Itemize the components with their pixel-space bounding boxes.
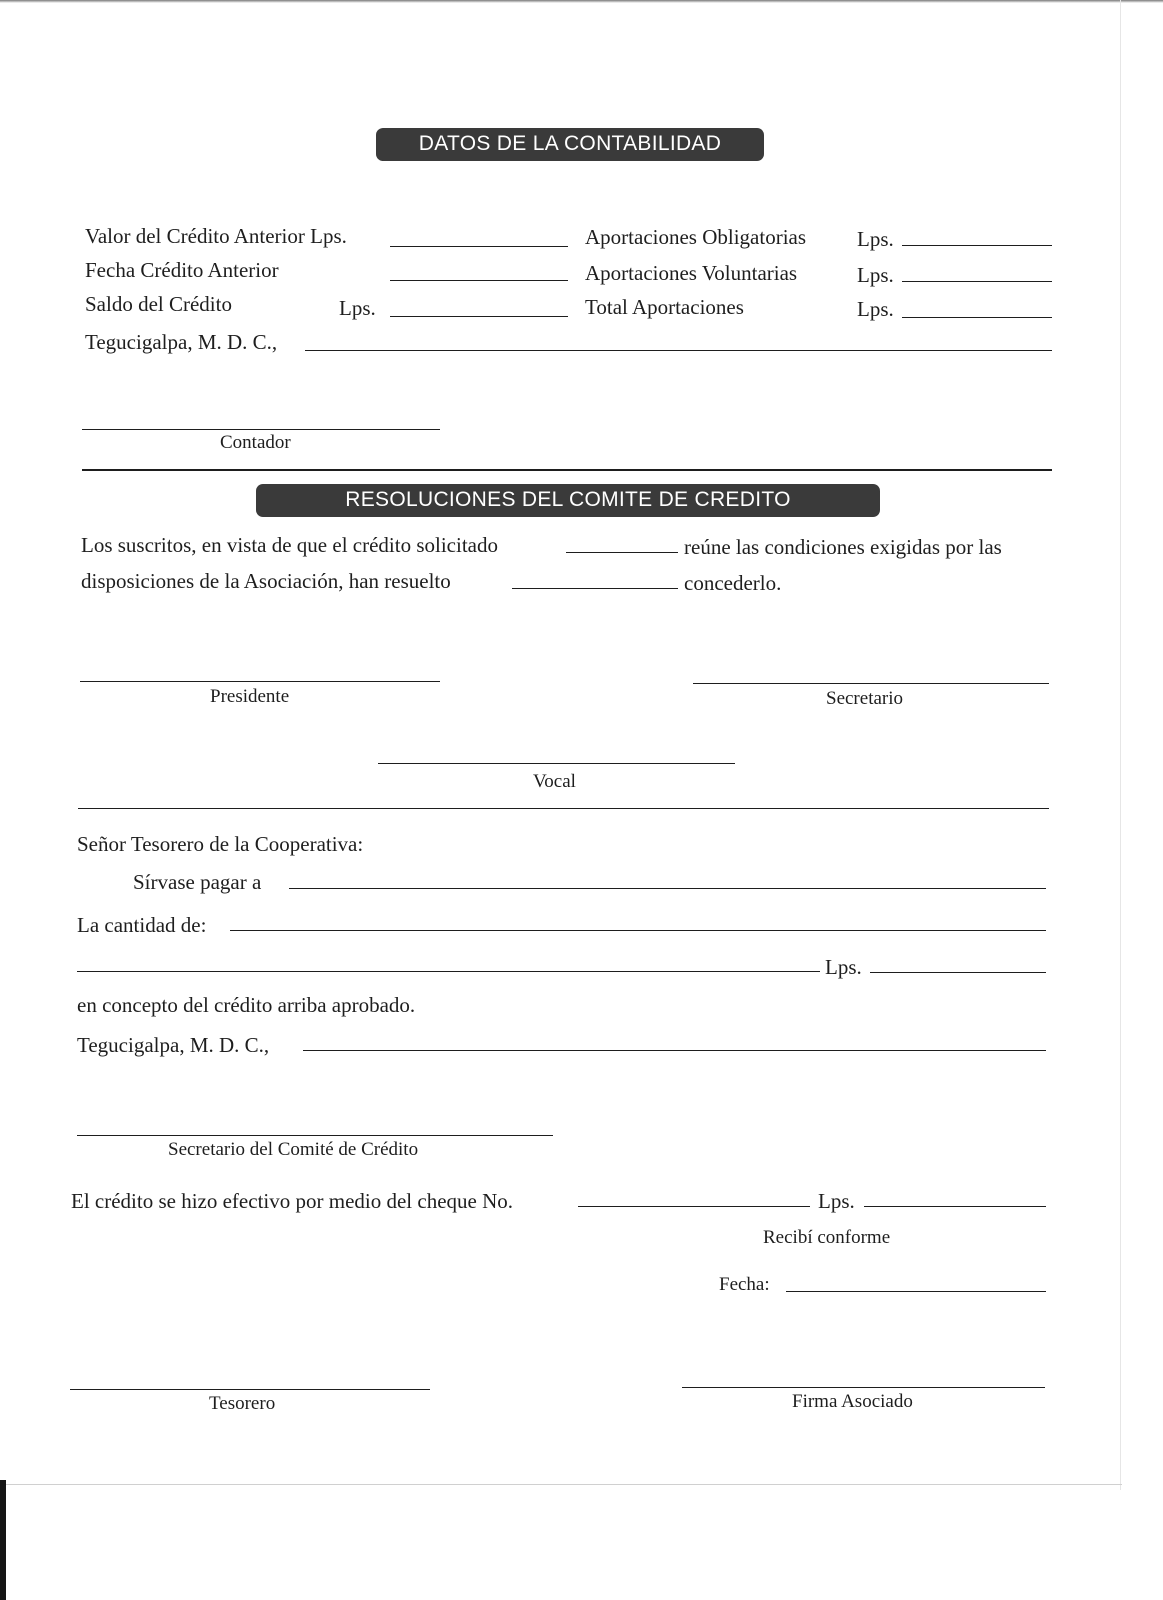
field-cheque-no[interactable] bbox=[578, 1206, 810, 1207]
caption-vocal: Vocal bbox=[533, 771, 576, 792]
label-fecha-credito-anterior: Fecha Crédito Anterior bbox=[85, 258, 279, 282]
text-senor-tesorero: Señor Tesorero de la Cooperativa: bbox=[77, 832, 364, 856]
field-fecha[interactable] bbox=[786, 1291, 1046, 1292]
signature-line-contador[interactable] bbox=[82, 429, 440, 430]
field-total-aportaciones[interactable] bbox=[902, 317, 1052, 318]
caption-secretario-comite: Secretario del Comité de Crédito bbox=[168, 1139, 419, 1160]
label-total-aportaciones: Total Aportaciones bbox=[585, 295, 744, 319]
field-credito-solicitado[interactable] bbox=[566, 552, 678, 553]
field-fecha-lugar-contabilidad[interactable] bbox=[305, 350, 1052, 351]
label-lps-obligatorias: Lps. bbox=[857, 227, 894, 251]
label-lps-cantidad: Lps. bbox=[825, 955, 862, 979]
field-saldo-credito[interactable] bbox=[390, 316, 568, 317]
field-cantidad-continuacion[interactable] bbox=[77, 971, 820, 972]
label-cantidad: La cantidad de: bbox=[77, 913, 207, 937]
text-concepto: en concepto del crédito arriba aprobado. bbox=[77, 993, 416, 1017]
label-lps-cheque: Lps. bbox=[818, 1189, 855, 1213]
label-sirvase-pagar: Sírvase pagar a bbox=[133, 870, 262, 894]
text-resolucion-2b: concederlo. bbox=[684, 571, 782, 595]
label-fecha: Fecha: bbox=[719, 1274, 770, 1295]
scan-right-edge bbox=[1120, 0, 1121, 1490]
section-heading-contabilidad: DATOS DE LA CONTABILIDAD bbox=[376, 128, 764, 161]
field-lps-cheque[interactable] bbox=[864, 1206, 1046, 1207]
signature-line-secretario[interactable] bbox=[693, 683, 1049, 684]
label-saldo-credito: Saldo del Crédito bbox=[85, 292, 232, 316]
section-divider-2 bbox=[78, 808, 1049, 809]
field-aportaciones-obligatorias[interactable] bbox=[902, 245, 1052, 246]
caption-presidente: Presidente bbox=[210, 686, 290, 707]
text-recibi-conforme: Recibí conforme bbox=[763, 1227, 891, 1248]
signature-line-tesorero[interactable] bbox=[70, 1389, 430, 1390]
field-han-resuelto[interactable] bbox=[512, 588, 678, 589]
caption-firma-asociado: Firma Asociado bbox=[792, 1391, 913, 1412]
scan-left-shadow bbox=[0, 1480, 6, 1600]
text-cheque: El crédito se hizo efectivo por medio del cheque No. bbox=[71, 1189, 514, 1213]
label-lps-total: Lps. bbox=[857, 297, 894, 321]
scan-top-edge bbox=[0, 0, 1163, 3]
caption-tesorero: Tesorero bbox=[209, 1393, 276, 1414]
label-lugar-tesorero: Tegucigalpa, M. D. C., bbox=[77, 1033, 270, 1057]
section-divider bbox=[82, 469, 1052, 471]
caption-contador: Contador bbox=[220, 432, 291, 453]
signature-line-presidente[interactable] bbox=[80, 681, 440, 682]
label-lps-voluntarias: Lps. bbox=[857, 263, 894, 287]
text-resolucion-1b: reúne las condiciones exigidas por las bbox=[684, 535, 1002, 559]
field-cantidad[interactable] bbox=[230, 930, 1046, 931]
field-fecha-credito-anterior[interactable] bbox=[390, 280, 568, 281]
scan-bottom-edge bbox=[0, 1484, 1122, 1485]
label-lugar-contabilidad: Tegucigalpa, M. D. C., bbox=[85, 330, 278, 354]
signature-line-firma-asociado[interactable] bbox=[682, 1387, 1045, 1388]
label-valor-credito-anterior: Valor del Crédito Anterior Lps. bbox=[85, 224, 347, 248]
field-pagar-a[interactable] bbox=[289, 888, 1046, 889]
section-heading-comite: RESOLUCIONES DEL COMITE DE CREDITO bbox=[256, 484, 880, 517]
text-resolucion-2a: disposiciones de la Asociación, han resuelto bbox=[81, 569, 451, 593]
signature-line-secretario-comite[interactable] bbox=[77, 1135, 553, 1136]
field-fecha-lugar-tesorero[interactable] bbox=[303, 1050, 1046, 1051]
label-saldo-lps: Lps. bbox=[339, 296, 376, 320]
field-lps-cantidad[interactable] bbox=[870, 972, 1046, 973]
label-aportaciones-obligatorias: Aportaciones Obligatorias bbox=[585, 225, 807, 249]
caption-secretario: Secretario bbox=[826, 688, 904, 709]
field-aportaciones-voluntarias[interactable] bbox=[902, 281, 1052, 282]
signature-line-vocal[interactable] bbox=[378, 763, 735, 764]
text-resolucion-1a: Los suscritos, en vista de que el crédito solicitado bbox=[81, 533, 498, 557]
label-aportaciones-voluntarias: Aportaciones Voluntarias bbox=[585, 261, 798, 285]
field-valor-credito-anterior[interactable] bbox=[390, 246, 568, 247]
